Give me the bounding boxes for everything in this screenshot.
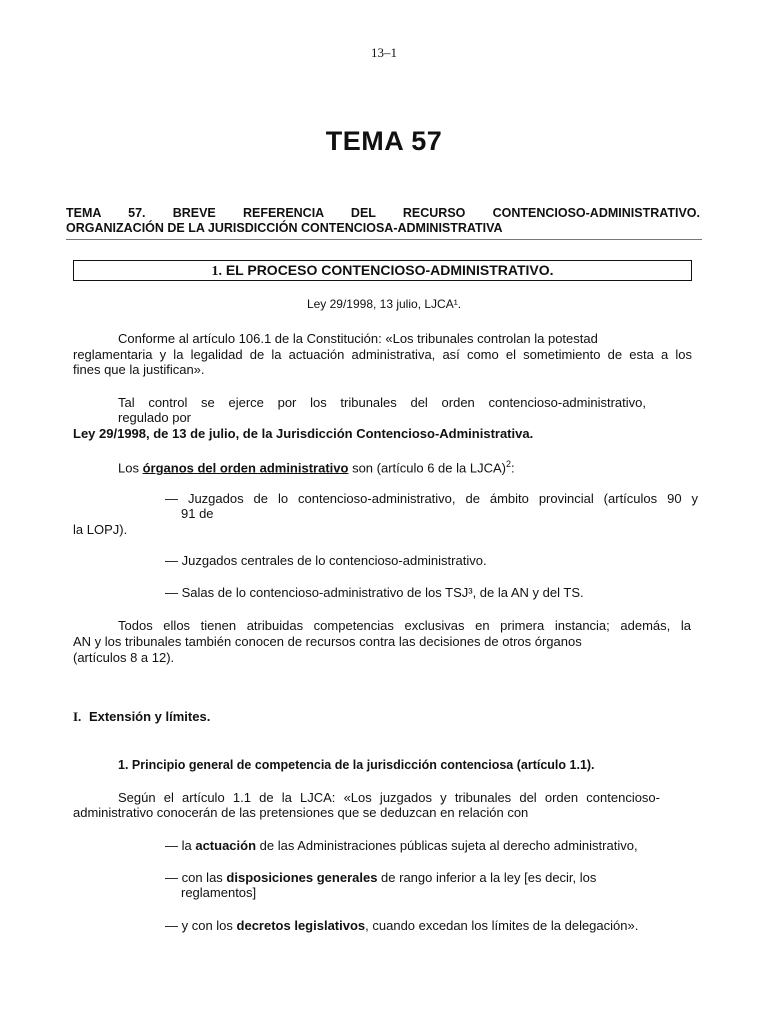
scope-item-3-bold: decretos legislativos <box>236 918 366 933</box>
law-reference: Ley 29/1998, 13 julio, LJCA¹. <box>306 297 462 311</box>
para1-line-1: Conforme al artículo 106.1 de la Constitución: «Los tribunales controlan la potestad <box>118 331 598 346</box>
scope-item-1 <box>165 838 638 853</box>
footnote-ref-2: 2 <box>505 459 511 469</box>
subtitle-divider <box>66 239 702 240</box>
organs-intro-bold: órganos del orden administrativo <box>142 460 349 476</box>
section-number: 1. <box>211 264 222 279</box>
scope-item-1-post: de las Administraciones públicas sujeta al derecho administrativo, <box>256 838 638 853</box>
scope-item-1-pre: — la <box>165 838 196 853</box>
organs-intro <box>118 459 515 475</box>
scope-item-3 <box>165 918 638 933</box>
organ-item-1-line-3: la LOPJ). <box>73 522 128 537</box>
para5-line-2: administrativo conocerán de las pretensiones que se deduzcan en relación con <box>73 805 529 820</box>
page-number: 13–1 <box>371 45 397 60</box>
organ-item-2: — Juzgados centrales de lo contencioso-administrativo. <box>165 553 487 568</box>
organ-item-3: — Salas de lo contencioso-administrativo de los TSJ³, de la AN y del TS. <box>165 585 584 600</box>
organ-item-1-line-1: — Juzgados de lo contencioso-administrativo, de ámbito provincial (artículos 90 y <box>165 491 698 506</box>
scope-item-2-pre: — con las <box>165 870 227 885</box>
organs-intro-end: : <box>511 460 515 476</box>
scope-item-3-post: , cuando excedan los límites de la delegación». <box>365 918 639 933</box>
para2-line-1: Tal control se ejerce por los tribunales del orden contencioso-administrativo, <box>118 395 646 410</box>
scope-item-2-bold: disposiciones generales <box>226 870 378 885</box>
subsection-1-heading: 1. Principio general de competencia de la jurisdicción contenciosa (artículo 1.1). <box>118 758 595 772</box>
para1-line-2: reglamentaria y la legalidad de la actuación administrativa, así como el sometimiento de esta a los <box>73 347 692 362</box>
subtitle-line-1: TEMA 57. BREVE REFERENCIA DEL RECURSO CONTENCIOSO-ADMINISTRATIVO. <box>66 206 700 220</box>
para4-line-3: (artículos 8 a 12). <box>73 650 175 665</box>
para1-line-3: fines que la justifican». <box>73 362 205 377</box>
scope-item-3-pre: — y con los <box>165 918 237 933</box>
page-title: TEMA 57 <box>325 126 443 156</box>
scope-item-1-bold: actuación <box>195 838 257 853</box>
scope-item-2 <box>165 870 596 885</box>
section-heading-box <box>73 260 692 281</box>
organ-item-1-line-2: 91 de <box>181 506 214 521</box>
organs-intro-post: son (artículo 6 de la LJCA) <box>348 460 506 476</box>
subtitle-line-2: ORGANIZACIÓN DE LA JURISDICCIÓN CONTENCIOSA-ADMINISTRATIVA <box>66 221 503 235</box>
para5-line-1: Según el artículo 1.1 de la LJCA: «Los juzgados y tribunales del orden contencioso- <box>118 790 660 805</box>
section-title: EL PROCESO CONTENCIOSO-ADMINISTRATIVO. <box>225 262 554 278</box>
scope-item-2-line-2: reglamentos] <box>181 885 257 900</box>
para2-law-title: Ley 29/1998, de 13 de julio, de la Jurisdicción Contencioso-Administrativa. <box>73 426 534 441</box>
organs-intro-pre: Los <box>118 460 143 476</box>
section-heading <box>74 262 691 280</box>
scope-item-2-post: de rango inferior a la ley [es decir, los <box>377 870 597 885</box>
section-i-heading <box>73 709 210 725</box>
section-i-title: Extensión y límites. <box>88 709 211 724</box>
para2-line-2: regulado por <box>118 410 191 425</box>
para4-line-2: AN y los tribunales también conocen de recursos contra las decisiones de otros órganos <box>73 634 582 649</box>
para4-line-1: Todos ellos tienen atribuidas competencias exclusivas en primera instancia; además, la <box>118 618 691 633</box>
section-i-numeral: I. <box>73 709 82 724</box>
